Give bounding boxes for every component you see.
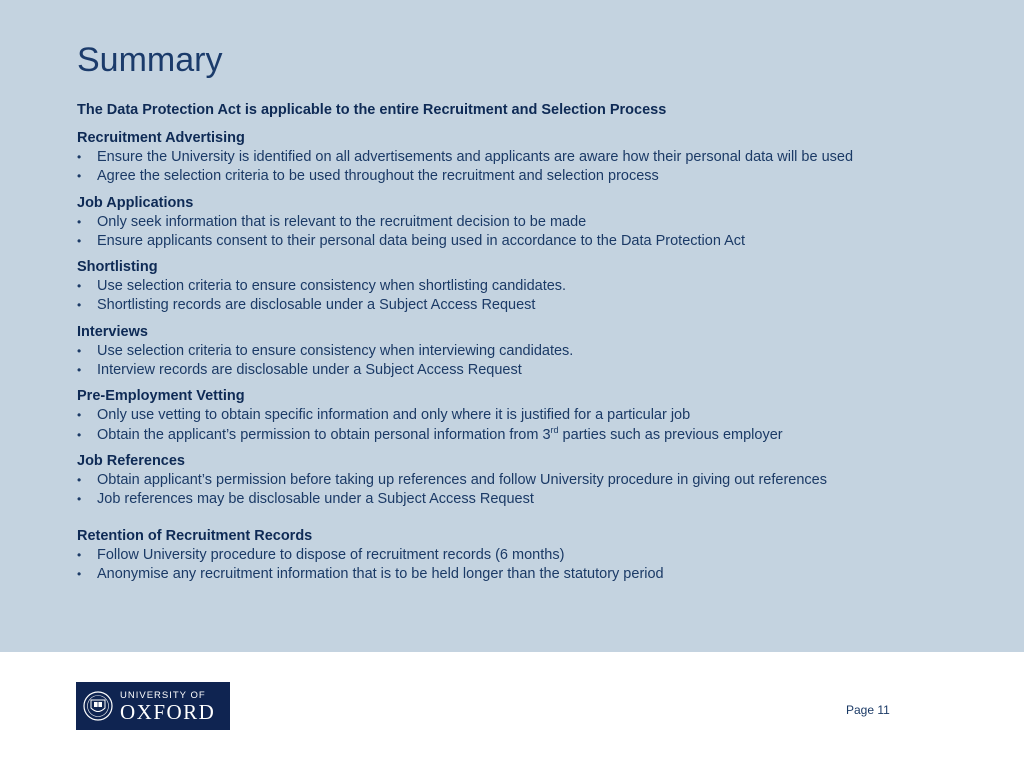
bullet-item: [77, 361, 977, 380]
ordinal-suffix: rd: [550, 424, 559, 435]
bullet-text: Only use vetting to obtain specific information and only where it is justified for a particular job: [97, 407, 691, 424]
section-heading: Pre-Employment Vetting: [77, 388, 245, 405]
bullet-item: [77, 296, 977, 315]
bullet-item: [77, 565, 977, 584]
bullet-icon: •: [77, 472, 82, 487]
section: [77, 452, 977, 510]
sections-container: [77, 129, 977, 584]
section: [77, 387, 977, 445]
section: [77, 323, 977, 381]
bullet-list: [77, 471, 977, 510]
bullet-icon: •: [77, 169, 82, 184]
bullet-icon: •: [77, 408, 82, 423]
section-heading: Interviews: [77, 323, 148, 340]
page-title: Summary: [77, 41, 223, 79]
section: [77, 258, 977, 316]
section-heading: Shortlisting: [77, 259, 158, 276]
intro-text: The Data Protection Act is applicable to the entire Recruitment and Selection Process: [77, 102, 667, 118]
bullet-item: [77, 232, 977, 251]
section-heading: Job References: [77, 452, 185, 469]
bullet-icon: •: [77, 363, 82, 378]
bullet-item: [77, 342, 977, 361]
bullet-text: Anonymise any recruitment information that is to be held longer than the statutory period: [97, 565, 664, 582]
bullet-icon: •: [77, 298, 82, 313]
bullet-text: Interview records are disclosable under a Subject Access Request: [97, 362, 522, 379]
bullet-item: [77, 471, 977, 490]
section-heading: Job Applications: [77, 194, 194, 211]
university-logo: [76, 682, 230, 730]
bullet-icon: •: [77, 150, 82, 164]
bullet-list: [77, 546, 977, 585]
bullet-text: Ensure applicants consent to their personal data being used in accordance to the Data Protection Act: [97, 232, 746, 249]
bullet-icon: •: [77, 279, 82, 294]
bullet-item: [77, 213, 977, 232]
bullet-icon: •: [77, 492, 82, 507]
section: [77, 527, 977, 585]
page-number: Page 11: [846, 703, 890, 717]
bullet-item: [77, 406, 977, 425]
section-heading: Recruitment Advertising: [77, 130, 245, 146]
bullet-icon: •: [77, 233, 82, 248]
bullet-text: Follow University procedure to dispose of recruitment records (6 months): [97, 546, 565, 563]
bullet-icon: •: [77, 566, 82, 581]
crest-icon: [82, 686, 114, 726]
section-heading: Retention of Recruitment Records: [77, 527, 313, 544]
bullet-text: Only seek information that is relevant to the recruitment decision to be made: [97, 213, 587, 230]
logo-line-1: UNIVERSITY OF: [120, 689, 206, 701]
bullet-item: [77, 277, 977, 296]
slide-content: [77, 101, 977, 591]
bullet-text: Job references may be disclosable under a Subject Access Request: [97, 491, 534, 508]
bullet-text: parties such as previous employer: [558, 426, 783, 443]
section: [77, 194, 977, 252]
bullet-item: [77, 546, 977, 565]
bullet-text: Obtain applicant’s permission before taking up references and follow University procedure in giving out references: [97, 471, 827, 488]
bullet-text: Ensure the University is identified on all advertisements and applicants are aware how their personal data will be used: [97, 149, 854, 165]
bullet-icon: •: [77, 427, 82, 442]
bullet-text: Use selection criteria to ensure consistency when shortlisting candidates.: [97, 278, 567, 295]
bullet-list: [77, 148, 977, 187]
bullet-icon: •: [77, 214, 82, 229]
bullet-text: Agree the selection criteria to be used throughout the recruitment and selection process: [97, 168, 659, 185]
bullet-item: [77, 167, 977, 186]
section: [77, 129, 977, 187]
bullet-list: [77, 342, 977, 381]
bullet-item: [77, 490, 977, 509]
bullet-item: [77, 148, 977, 167]
bullet-list: [77, 277, 977, 316]
bullet-list: [77, 406, 977, 445]
bullet-icon: •: [77, 343, 82, 358]
bullet-list: [77, 213, 977, 252]
bullet-item: [77, 426, 977, 445]
bullet-text: Use selection criteria to ensure consistency when interviewing candidates.: [97, 342, 574, 359]
logo-line-2: OXFORD: [120, 699, 216, 724]
bullet-icon: •: [77, 547, 82, 562]
bullet-text: Obtain the applicant’s permission to obtain personal information from 3: [97, 426, 551, 443]
bullet-text: Shortlisting records are disclosable under a Subject Access Request: [97, 297, 536, 314]
